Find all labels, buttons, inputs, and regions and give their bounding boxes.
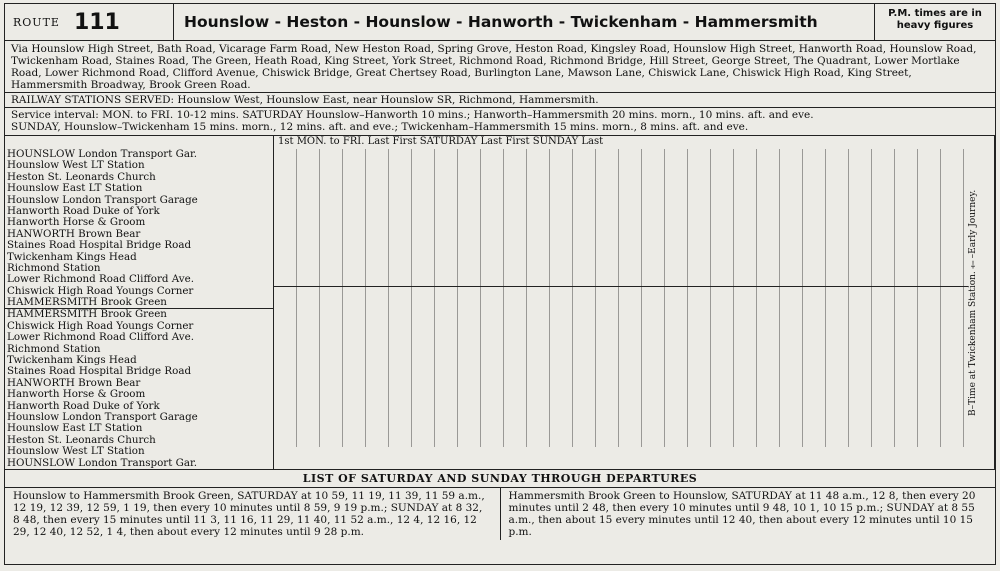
station-list bbox=[5, 136, 274, 469]
column-header: 1st MON. to FRI. Last First SATURDAY Last First SUNDAY Last bbox=[278, 136, 604, 147]
route-word: ROUTE bbox=[13, 15, 60, 29]
out-station: Heston St. Leonards Church bbox=[7, 171, 156, 183]
out-station: HOUNSLOW London Transport Gar. bbox=[7, 149, 198, 160]
back-station: HANWORTH Brown Bear bbox=[7, 377, 141, 389]
back-station: Hounslow London Transport Garage bbox=[7, 411, 198, 423]
back-station: Staines Road Hospital Bridge Road bbox=[7, 366, 192, 378]
out-station: Lower Richmond Road Clifford Ave. bbox=[7, 274, 194, 286]
route-label bbox=[5, 4, 174, 40]
through-departures bbox=[5, 488, 995, 540]
back-station: Twickenham Kings Head bbox=[7, 355, 137, 367]
service-interval-line2: SUNDAY, Hounslow–Twickenham 15 mins. morn., 12 mins. aft. and eve.; Twickenham–Hammersmith 15 mins. morn., 8 mins. aft. and eve. bbox=[11, 121, 749, 133]
out-station: HANWORTH Brown Bear bbox=[7, 228, 141, 240]
pm-note: P.M. times are in heavy figures bbox=[874, 4, 995, 40]
timetable-grid bbox=[5, 136, 995, 470]
side-note: B–Time at Twickenham Station. †–Early Journey. bbox=[968, 136, 995, 469]
out-station: Hanworth Road Duke of York bbox=[7, 205, 160, 217]
outbound-times bbox=[274, 149, 968, 287]
back-station: Chiswick High Road Youngs Corner bbox=[7, 320, 194, 332]
service-interval bbox=[5, 108, 995, 136]
out-station: Hanworth Horse & Groom bbox=[7, 217, 146, 229]
out-station: Hounslow London Transport Garage bbox=[7, 194, 198, 206]
back-station: Heston St. Leonards Church bbox=[7, 434, 156, 446]
back-station: HOUNSLOW London Transport Gar. bbox=[7, 457, 198, 469]
back-station: Hanworth Horse & Groom bbox=[7, 389, 146, 401]
route-number: 111 bbox=[73, 9, 120, 35]
service-interval-line1: Service interval: MON. to FRI. 10-12 mins. SATURDAY Hounslow–Hanworth 10 mins.; Hanworth–Hammersmith 20 mins. morn., 10 mins. aft. and eve. bbox=[11, 109, 814, 121]
back-station: Hanworth Road Duke of York bbox=[7, 400, 160, 412]
out-station: Hounslow West LT Station bbox=[7, 160, 145, 172]
back-station: Hounslow East LT Station bbox=[7, 423, 143, 435]
out-station: Chiswick High Road Youngs Corner bbox=[7, 285, 194, 297]
timetable-header bbox=[5, 4, 995, 41]
through-right: Hammersmith Brook Green to Hounslow, SATURDAY at 11 48 a.m., 12 8, then every 20 minutes until 2 48, then every 10 minutes until 9 48, 10 1, 10 15 p.m.; SUNDAY at 8 55 a.m., then about 15 every minutes until 12 40, then about every 12 minutes until 10 15 p.m. bbox=[508, 489, 976, 538]
back-station: Lower Richmond Road Clifford Ave. bbox=[7, 332, 194, 344]
through-title: LIST OF SATURDAY AND SUNDAY THROUGH DEPARTURES bbox=[5, 470, 995, 488]
route-title: Hounslow - Heston - Hounslow - Hanworth - Twickenham - Hammersmith bbox=[184, 13, 818, 31]
out-station: HAMMERSMITH Brook Green bbox=[7, 297, 167, 309]
return-times bbox=[274, 287, 968, 447]
back-station: Hounslow West LT Station bbox=[7, 446, 145, 458]
time-columns bbox=[274, 136, 968, 469]
out-station: Hounslow East LT Station bbox=[7, 183, 143, 195]
out-station: Richmond Station bbox=[7, 262, 101, 274]
back-station: Richmond Station bbox=[7, 343, 101, 355]
railway-stations: RAILWAY STATIONS SERVED: Hounslow West, Hounslow East, near Hounslow SR, Richmond, Hammersmith. bbox=[5, 92, 995, 108]
timetable-page bbox=[4, 3, 996, 565]
via-text: Via Hounslow High Street, Bath Road, Vicarage Farm Road, New Heston Road, Spring Grove, Heston Road, Kingsley Road, Hounslow High Street, Hanworth Road, Hounslow Road, Twickenham Road, Staines Road, The Green, Heath Road, King Street, York Street, Richmond Road, Richmond Bridge, Hill Street, George Street, The Quadrant, Lower Mortlake Road, Lower Richmond Road, Clifford Avenue, Chiswick Bridge, Great Chertsey Road, Burlington Lane, Mawson Lane, Chiswick Lane, Chiswick High Road, King Street, Hammersmith Broadway, Brook Green Road. bbox=[11, 43, 977, 91]
back-station: HAMMERSMITH Brook Green bbox=[7, 309, 167, 321]
out-station: Twickenham Kings Head bbox=[7, 251, 137, 263]
out-station: Staines Road Hospital Bridge Road bbox=[7, 240, 192, 252]
through-left: Hounslow to Hammersmith Brook Green, SATURDAY at 10 59, 11 19, 11 39, 11 59 a.m., 12 19, 12 39, 12 59, 1 19, then every 10 minutes until 8 59, 9 19 p.m.; SUNDAY at 8 32, 8 48, then every 15 minutes until 11 3, 11 16, 11 29, 11 40, 11 52 a.m., 12 4, 12 16, 12 29, 12 40, 12 52, 1 4, then about every 12 minutes until 9 28 p.m. bbox=[5, 488, 501, 540]
